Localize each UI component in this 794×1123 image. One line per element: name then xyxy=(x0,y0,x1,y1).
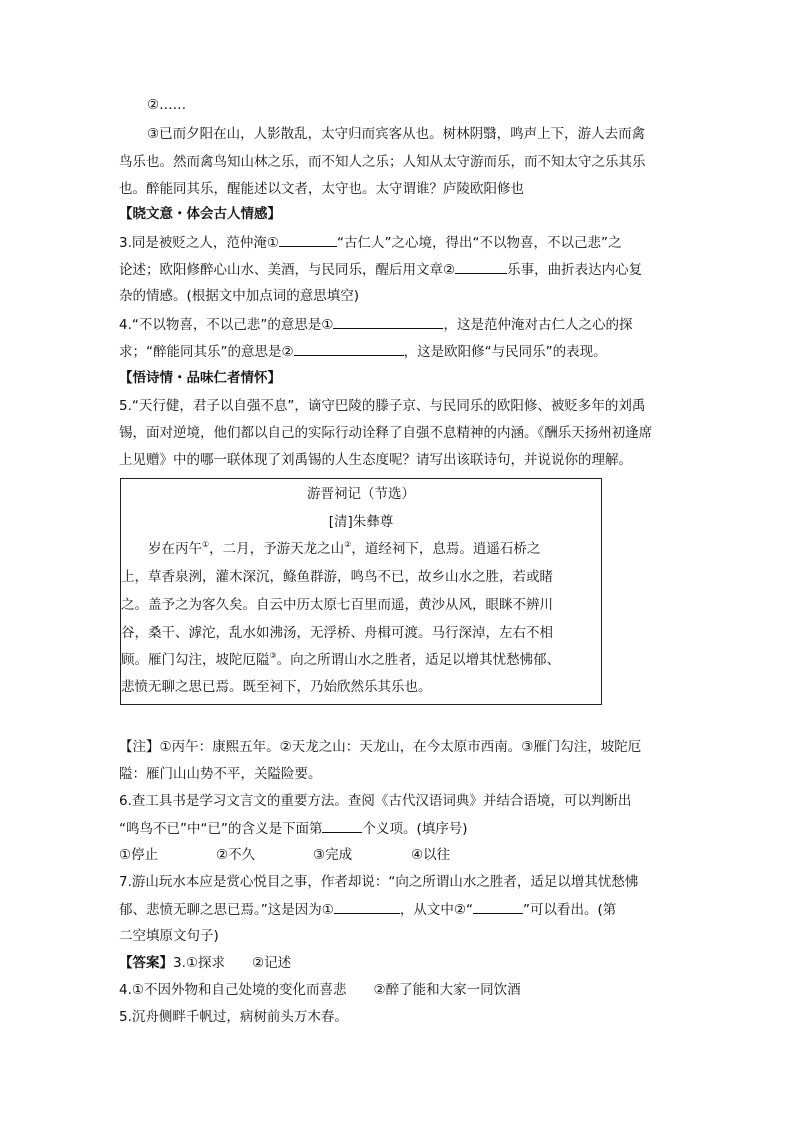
question-6-line-2 xyxy=(119,818,468,839)
option-3: ③完成 xyxy=(313,847,353,863)
question-6-options xyxy=(119,845,450,865)
question-7-line-1: 7.游山玩水本应是赏心悦目之事，作者却说：“向之所谓山水之胜者，适足以增其忧愁怫 xyxy=(119,874,639,890)
box-line-1 xyxy=(148,539,540,559)
q6-blank[interactable] xyxy=(322,818,362,833)
option-1: ①停止 xyxy=(119,847,159,863)
q4-text-d: ，这是欧阳修“与民同乐”的表现。 xyxy=(403,344,607,360)
q7-blank-1[interactable] xyxy=(334,899,400,914)
answer-3: 3.①探求 ②记述 xyxy=(173,955,292,971)
box-line-3: 之。盖予之为客久矣。自云中历太原七百里而遥，黄沙从风，眼眯不辨川 xyxy=(121,597,553,613)
q4-text-b: ，这是范仲淹对古仁人之心的探 xyxy=(443,317,633,333)
box-line-4: 谷，桑干、滹沱，乱水如沸汤，无浮桥、舟楫可渡。马行深淖，左右不相 xyxy=(121,625,553,641)
question-4-line-2 xyxy=(119,341,607,362)
q3-text-b: “古仁人”之心境，得出“不以物喜，不以己悲”之 xyxy=(336,235,622,251)
q3-blank-2[interactable] xyxy=(455,259,507,274)
note-marker-2: ② xyxy=(344,540,352,549)
question-5-line-2: 锡，面对逆境，他们都以自己的实际行动诠释了自强不息精神的内涵。《酬乐天扬州初逢席 xyxy=(119,425,653,441)
passage-author: [清]朱彝尊 xyxy=(328,514,394,530)
q7-text-a: 郁、悲愤无聊之思已焉。”这是因为① xyxy=(119,902,334,918)
box-text: 岁在丙午 xyxy=(148,541,202,557)
box-text: 。向之所谓山水之胜者，适足以增其忧愁怫郁、 xyxy=(276,652,561,668)
q6-text-b: 个义项。(填序号) xyxy=(362,821,468,837)
question-7-line-2 xyxy=(119,899,616,920)
notes-line-1: 【注】①丙午：康熙五年。②天龙之山：天龙山，在今太原市西南。③雁门勾注，坡陀厄 xyxy=(119,739,642,755)
passage-item-3-line-2: 鸟乐也。然而禽鸟知山林之乐，而不知人之乐；人知从太守游而乐，而不知太守之乐其乐 xyxy=(119,154,646,170)
q3-text-c: 论述；欧阳修醉心山水、美酒，与民同乐，醒后用文章② xyxy=(119,262,456,278)
q4-blank-2[interactable] xyxy=(294,341,404,356)
question-4-line-1 xyxy=(119,314,632,335)
q3-blank-1[interactable] xyxy=(279,232,337,247)
question-3-line-3: 杂的情感。(根据文中加点词的意思填空) xyxy=(119,288,360,304)
reading-passage-box xyxy=(120,478,602,705)
note-marker-1: ① xyxy=(202,540,210,549)
q7-blank-2[interactable] xyxy=(473,899,523,914)
passage-title: 游晋祠记（节选） xyxy=(307,486,415,502)
q4-text-a: 4.“不以物喜，不以己悲”的意思是① xyxy=(119,317,334,333)
note-marker-3: ③ xyxy=(269,651,277,660)
question-3-line-1 xyxy=(119,232,621,253)
question-7-line-3: 二空填原文句子) xyxy=(119,928,219,944)
option-4: ④以往 xyxy=(411,847,451,863)
q4-text-c: 求；“醉能同其乐”的意思是② xyxy=(119,344,294,360)
question-5-line-3: 上见赠》中的哪一联体现了刘禹锡的人生态度呢？请写出该联诗句，并说说你的理解。 xyxy=(119,452,632,468)
answer-line-3 xyxy=(119,953,291,973)
option-2: ②不久 xyxy=(216,847,256,863)
passage-item-3-line-3: 也。醉能同其乐，醒能述以文者，太守也。太守谓谁？庐陵欧阳修也 xyxy=(119,181,524,197)
q3-text-d: 乐事，曲折表达内心复 xyxy=(507,262,643,278)
answer-label: 【答案】 xyxy=(119,955,173,971)
question-5-line-1: 5.“天行健，君子以自强不息”，谪守巴陵的滕子京、与民同乐的欧阳修、被贬多年的刘禹 xyxy=(119,398,646,414)
q4-blank-1[interactable] xyxy=(333,314,443,329)
box-text: ，二月，予游天龙之山 xyxy=(209,541,345,557)
q7-text-b: ，从文中②“ xyxy=(399,902,473,918)
notes-line-2: 隘：雁门山山势不平，关隘险要。 xyxy=(119,766,322,782)
q6-text-a: “鸣鸟不已”中“已”的含义是下面第 xyxy=(119,821,323,837)
answer-line-5: 5.沉舟侧畔千帆过，病树前头万木春。 xyxy=(119,1009,348,1025)
q7-text-c: ”可以看出。(第 xyxy=(522,902,617,918)
passage-item-2: ②…… xyxy=(147,97,187,113)
section-heading-1: 【晓文意・体会古人情感】 xyxy=(119,206,281,222)
box-line-2: 上，草香泉洌，灌木深沉，鲦鱼群游，鸣鸟不已，故乡山水之胜，若或睹 xyxy=(121,569,553,585)
passage-item-3-line-1: ③已而夕阳在山，人影散乱，太守归而宾客从也。树林阴翳，鸣声上下，游人去而禽 xyxy=(147,126,646,142)
section-heading-2: 【悟诗情・品味仁者情怀】 xyxy=(119,370,281,386)
box-text: 顾。雁门勾注，坡陀厄隘 xyxy=(121,652,270,668)
question-3-line-2 xyxy=(119,259,642,280)
box-line-5 xyxy=(121,650,560,670)
box-text: ，道经祠下，息焉。逍遥石桥之 xyxy=(351,541,541,557)
question-6-line-1: 6.查工具书是学习文言文的重要方法。查阅《古代汉语词典》并结合语境，可以判断出 xyxy=(119,793,632,809)
answer-line-4: 4.①不因外物和自己处境的变化而喜悲 ②醉了能和大家一同饮酒 xyxy=(119,982,521,998)
box-line-6: 悲愤无聊之思已焉。既至祠下，乃始欣然乐其乐也。 xyxy=(121,679,432,695)
q3-text-a: 3.同是被贬之人，范仲淹① xyxy=(119,235,279,251)
